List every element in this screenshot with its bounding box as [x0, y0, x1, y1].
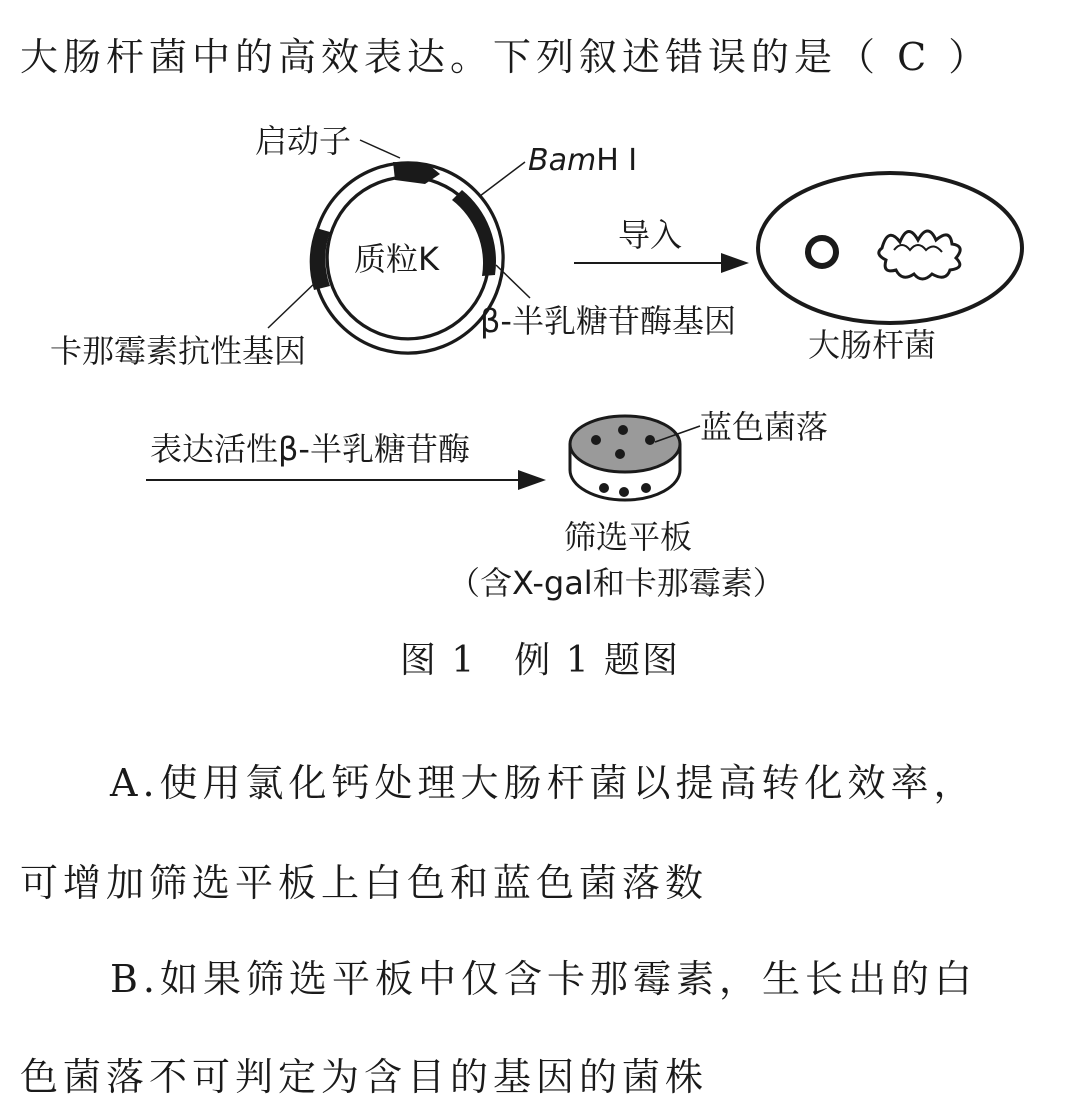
plasmid-label: 质粒K — [354, 240, 439, 278]
bamhi-label: BamH Ⅰ — [528, 143, 638, 178]
plasmid-diagram — [0, 100, 1080, 620]
colony — [618, 425, 628, 435]
colony — [641, 483, 651, 493]
lacz-label: β-半乳糖苷酶基因 — [480, 302, 736, 340]
ecoli-cell — [758, 173, 1022, 323]
colony — [591, 435, 601, 445]
plate-note: （含X-gal和卡那霉素） — [448, 564, 785, 602]
blue-colony-label: 蓝色菌落 — [700, 408, 829, 446]
kanamycin-label: 卡那霉素抗性基因 — [50, 332, 307, 370]
option-b-line1: B.如果筛选平板中仅含卡那霉素，生长出的白 — [110, 957, 978, 1001]
colony — [599, 483, 609, 493]
colony — [615, 449, 625, 459]
colony — [619, 487, 629, 497]
petri-dish — [570, 416, 680, 500]
ecoli-label: 大肠杆菌 — [808, 326, 937, 364]
plate-label: 筛选平板 — [564, 518, 693, 556]
option-a-line2: 可增加筛选平板上白色和蓝色菌落数 — [20, 861, 709, 905]
lacz-gene-segment — [452, 190, 496, 276]
question-stem: 大肠杆菌中的高效表达。下列叙述错误的是（ C ） — [20, 35, 992, 79]
import-label: 导入 — [618, 216, 683, 254]
option-a-line1: A.使用氯化钙处理大肠杆菌以提高转化效率， — [110, 761, 977, 805]
express-label: 表达活性β-半乳糖苷酶 — [150, 430, 470, 468]
colony — [645, 435, 655, 445]
option-b-line2: 色菌落不可判定为含目的基因的菌株 — [20, 1055, 709, 1099]
promoter-label: 启动子 — [255, 122, 352, 160]
figure-caption: 图 1 例 1 题图 — [399, 640, 681, 681]
